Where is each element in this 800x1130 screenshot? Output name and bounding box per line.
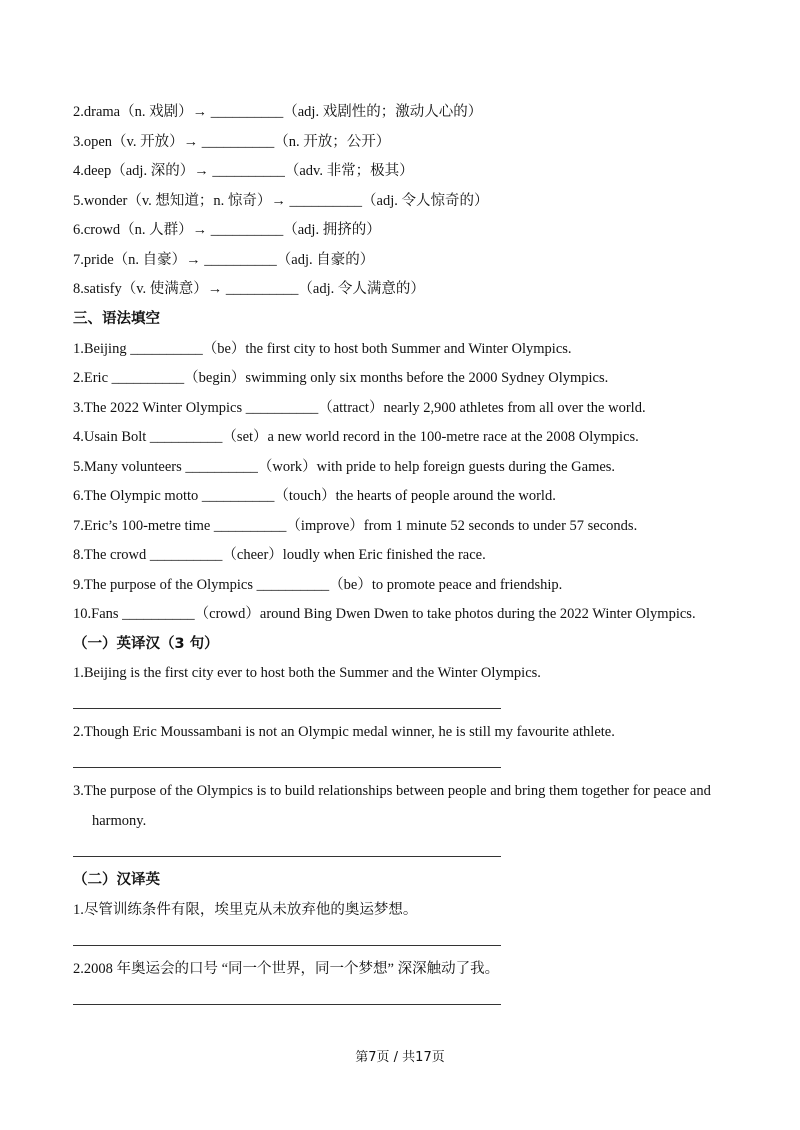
- translation-item: 2.Though Eric Moussambani is not an Olympic medal winner, he is still my favourite athlete.: [73, 724, 615, 740]
- grammar-heading: 三、语法填空: [73, 311, 160, 327]
- grammar-item: 6.The Olympic motto __________（touch）the hearts of people around the world.: [73, 488, 556, 504]
- vocab-item: 2.drama（n. 戏剧）→ __________（adj. 戏剧性的；激动人心的）: [73, 104, 483, 120]
- translation-item: 3.The purpose of the Olympics is to build relationships between people and bring them together for peace and: [73, 783, 711, 799]
- grammar-item: 1.Beijing __________（be）the first city to host both Summer and Winter Olympics.: [73, 341, 572, 357]
- answer-line: [73, 945, 501, 946]
- page-footer: 第7页 / 共17页: [355, 1050, 445, 1065]
- grammar-item: 5.Many volunteers __________（work）with pride to help foreign guests during the Games.: [73, 459, 616, 475]
- answer-line: [73, 767, 501, 768]
- vocab-item: 8.satisfy（v. 使满意）→ __________（adj. 令人满意的）: [73, 281, 425, 297]
- vocab-item: 3.open（v. 开放）→ __________（n. 开放；公开）: [73, 134, 391, 150]
- grammar-item: 3.The 2022 Winter Olympics __________（attract）nearly 2,900 athletes from all over the world.: [73, 400, 646, 416]
- vocab-item: 7.pride（n. 自豪）→ __________（adj. 自豪的）: [73, 252, 375, 268]
- grammar-item: 2.Eric __________（begin）swimming only six months before the 2000 Sydney Olympics.: [73, 370, 609, 386]
- grammar-item: 4.Usain Bolt __________（set）a new world record in the 100-metre race at the 2008 Olympics.: [73, 429, 639, 445]
- translation-item-continuation: harmony.: [92, 813, 147, 829]
- answer-line: [73, 708, 501, 709]
- translation-item: 1.Beijing is the first city ever to host both the Summer and the Winter Olympics.: [73, 665, 541, 681]
- vocab-item: 6.crowd（n. 人群）→ __________（adj. 拥挤的）: [73, 222, 381, 238]
- grammar-item: 7.Eric’s 100-metre time __________（improve）from 1 minute 52 seconds to under 57 seconds.: [73, 518, 638, 534]
- grammar-item: 9.The purpose of the Olympics __________（be）to promote peace and friendship.: [73, 577, 563, 593]
- zh-to-en-heading: （二）汉译英: [73, 872, 160, 888]
- translation-item: 2.2008 年奥运会的口号 “同一个世界，同一个梦想” 深深触动了我。: [73, 961, 500, 977]
- vocab-item: 4.deep（adj. 深的）→ __________（adv. 非常；极其）: [73, 163, 414, 179]
- answer-line: [73, 1004, 501, 1005]
- translation-item: 1.尽管训练条件有限，埃里克从未放弃他的奥运梦想。: [73, 902, 418, 918]
- vocab-item: 5.wonder（v. 想知道；n. 惊奇）→ __________（adj. 令人惊奇的）: [73, 193, 489, 209]
- grammar-item: 8.The crowd __________（cheer）loudly when Eric finished the race.: [73, 547, 486, 563]
- en-to-zh-heading: （一）英译汉（3 句）: [73, 636, 219, 652]
- grammar-item: 10.Fans __________（crowd）around Bing Dwen Dwen to take photos during the 2022 Winter Olympics.: [73, 606, 696, 622]
- answer-line: [73, 856, 501, 857]
